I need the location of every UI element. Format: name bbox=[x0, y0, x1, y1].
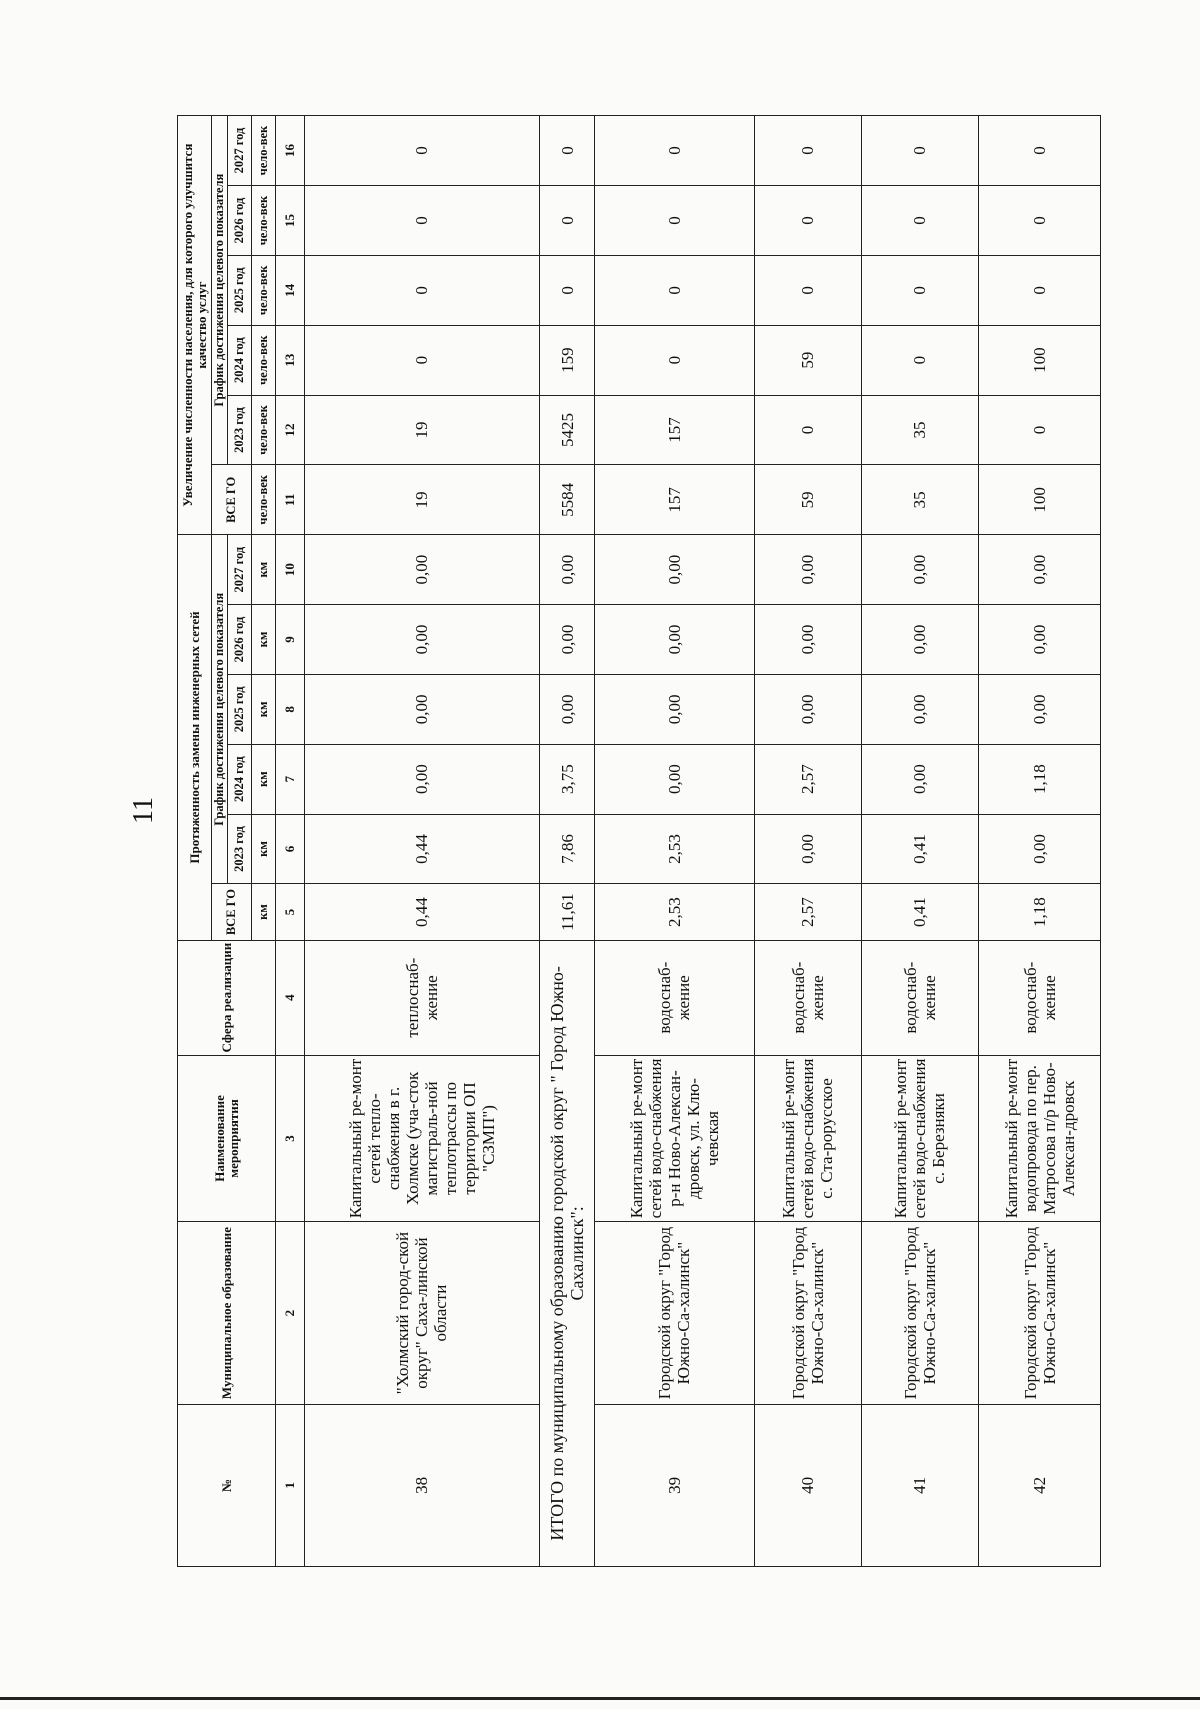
column-number: 16 bbox=[276, 116, 305, 186]
row-people-value: 157 bbox=[594, 395, 754, 465]
row-people-value: 0 bbox=[861, 255, 979, 325]
column-number: 13 bbox=[276, 325, 305, 395]
table-row bbox=[594, 116, 754, 1567]
unit-people: чело-век bbox=[252, 116, 276, 186]
row-people-value: 0 bbox=[861, 186, 979, 256]
total-km-value: 11,61 bbox=[540, 884, 595, 940]
header-people-total: ВСЕ ГО bbox=[212, 465, 252, 535]
row-km-value: 1,18 bbox=[979, 744, 1101, 814]
unit-km: км bbox=[252, 814, 276, 884]
row-people-value: 19 bbox=[304, 465, 540, 535]
row-km-value: 0,41 bbox=[861, 814, 979, 884]
row-measure: Капитальный ре-монт сетей водо-снабжения с. Березняки bbox=[861, 1055, 979, 1222]
unit-people: чело-век bbox=[252, 186, 276, 256]
total-label: ИТОГО по муниципальному образованию городской округ " Город Южно-Сахалинск": bbox=[540, 940, 595, 1566]
header-municipality: Муниципальное образование bbox=[178, 1222, 276, 1404]
header-people-year: 2025 год bbox=[228, 255, 252, 325]
header-km-year: 2024 год bbox=[228, 744, 252, 814]
column-number: 9 bbox=[276, 605, 305, 675]
row-km-value: 0,41 bbox=[861, 884, 979, 940]
column-number-row bbox=[276, 116, 305, 1567]
header-people-year: 2023 год bbox=[228, 395, 252, 465]
row-km-value: 0,00 bbox=[304, 744, 540, 814]
total-people-value: 0 bbox=[540, 186, 595, 256]
row-km-value: 0,00 bbox=[594, 744, 754, 814]
row-people-value: 0 bbox=[304, 116, 540, 186]
row-km-value: 0,44 bbox=[304, 884, 540, 940]
column-number: 7 bbox=[276, 744, 305, 814]
row-municipality: "Холмский город-ской округ" Саха-линской области bbox=[304, 1222, 540, 1404]
row-people-value: 0 bbox=[754, 255, 861, 325]
row-municipality: Городской округ "Город Южно-Са-халинск" bbox=[861, 1222, 979, 1404]
row-people-value: 0 bbox=[979, 395, 1101, 465]
header-length-group: Протяженность замены инженерных сетей bbox=[178, 535, 212, 941]
row-km-value: 0,00 bbox=[594, 535, 754, 605]
row-km-value: 0,00 bbox=[861, 605, 979, 675]
row-people-value: 157 bbox=[594, 465, 754, 535]
table-row bbox=[754, 116, 861, 1567]
row-km-value: 0,00 bbox=[754, 814, 861, 884]
row-sphere: водоснаб-жение bbox=[861, 940, 979, 1055]
header-people-year: 2027 год bbox=[228, 116, 252, 186]
header-people-year: 2026 год bbox=[228, 186, 252, 256]
column-number: 10 bbox=[276, 535, 305, 605]
row-people-value: 0 bbox=[979, 116, 1101, 186]
total-km-value: 0,00 bbox=[540, 535, 595, 605]
column-number: 4 bbox=[276, 940, 305, 1055]
column-number: 3 bbox=[276, 1055, 305, 1222]
row-sphere: водоснаб-жение bbox=[754, 940, 861, 1055]
unit-km: км bbox=[252, 744, 276, 814]
row-people-value: 19 bbox=[304, 395, 540, 465]
row-measure: Капитальный ре-монт сетей тепло-снабжения в г. Холмске (уча-сток магистраль-ной теплотрассы по территории ОП "СЗМП") bbox=[304, 1055, 540, 1222]
header-sphere: Сфера реализации bbox=[178, 940, 276, 1055]
row-km-value: 0,00 bbox=[304, 605, 540, 675]
row-people-value: 0 bbox=[304, 186, 540, 256]
unit-km: км bbox=[252, 674, 276, 744]
table-row bbox=[304, 116, 540, 1567]
row-km-value: 2,53 bbox=[594, 884, 754, 940]
total-row bbox=[540, 116, 595, 1567]
total-people-value: 0 bbox=[540, 255, 595, 325]
header-no: № bbox=[178, 1404, 276, 1566]
column-number: 5 bbox=[276, 884, 305, 940]
header-km-year: 2025 год bbox=[228, 674, 252, 744]
row-people-value: 0 bbox=[861, 116, 979, 186]
row-people-value: 59 bbox=[754, 325, 861, 395]
row-measure: Капитальный ре-монт сетей водо-снабжения с. Ста-рорусское bbox=[754, 1055, 861, 1222]
row-people-value: 35 bbox=[861, 465, 979, 535]
unit-people: чело-век bbox=[252, 325, 276, 395]
column-number: 2 bbox=[276, 1222, 305, 1404]
header-km-schedule: График достижения целевого показателя bbox=[212, 535, 228, 884]
header-km-year: 2026 год bbox=[228, 605, 252, 675]
row-people-value: 0 bbox=[754, 116, 861, 186]
unit-people: чело-век bbox=[252, 255, 276, 325]
row-km-value: 0,00 bbox=[754, 605, 861, 675]
row-km-value: 0,00 bbox=[594, 674, 754, 744]
row-km-value: 1,18 bbox=[979, 884, 1101, 940]
table-row bbox=[861, 116, 979, 1567]
total-km-value: 3,75 bbox=[540, 744, 595, 814]
column-number: 11 bbox=[276, 465, 305, 535]
unit-km: км bbox=[252, 535, 276, 605]
scan-edge-line bbox=[0, 1697, 1200, 1700]
row-people-value: 0 bbox=[594, 116, 754, 186]
table-container bbox=[177, 115, 1101, 1567]
row-no: 39 bbox=[594, 1404, 754, 1566]
row-km-value: 0,00 bbox=[754, 674, 861, 744]
row-sphere: теплоснаб-жение bbox=[304, 940, 540, 1055]
row-people-value: 0 bbox=[754, 186, 861, 256]
row-no: 40 bbox=[754, 1404, 861, 1566]
column-number: 1 bbox=[276, 1404, 305, 1566]
row-people-value: 59 bbox=[754, 465, 861, 535]
row-people-value: 100 bbox=[979, 325, 1101, 395]
total-km-value: 0,00 bbox=[540, 674, 595, 744]
column-number: 15 bbox=[276, 186, 305, 256]
unit-km: км bbox=[252, 605, 276, 675]
row-km-value: 0,00 bbox=[979, 535, 1101, 605]
header-km-year: 2023 год bbox=[228, 814, 252, 884]
total-people-value: 159 bbox=[540, 325, 595, 395]
row-people-value: 35 bbox=[861, 395, 979, 465]
row-km-value: 0,00 bbox=[861, 744, 979, 814]
unit-people: чело-век bbox=[252, 395, 276, 465]
total-km-value: 0,00 bbox=[540, 605, 595, 675]
row-km-value: 0,00 bbox=[304, 674, 540, 744]
row-sphere: водоснаб-жение bbox=[979, 940, 1101, 1055]
column-number: 12 bbox=[276, 395, 305, 465]
row-people-value: 0 bbox=[594, 255, 754, 325]
row-people-value: 0 bbox=[754, 395, 861, 465]
row-people-value: 0 bbox=[594, 325, 754, 395]
row-municipality: Городской округ "Город Южно-Са-халинск" bbox=[594, 1222, 754, 1404]
row-km-value: 0,00 bbox=[979, 674, 1101, 744]
total-people-value: 5425 bbox=[540, 395, 595, 465]
row-people-value: 0 bbox=[594, 186, 754, 256]
row-no: 42 bbox=[979, 1404, 1101, 1566]
row-people-value: 0 bbox=[304, 325, 540, 395]
row-km-value: 0,00 bbox=[979, 814, 1101, 884]
row-municipality: Городской округ "Город Южно-Са-халинск" bbox=[979, 1222, 1101, 1404]
row-measure: Капитальный ре-монт водопровода по пер. Матросова п/р Ново-Алексан-дровск bbox=[979, 1055, 1101, 1222]
column-number: 14 bbox=[276, 255, 305, 325]
row-people-value: 0 bbox=[979, 255, 1101, 325]
row-km-value: 0,00 bbox=[979, 605, 1101, 675]
row-km-value: 0,00 bbox=[754, 535, 861, 605]
total-km-value: 7,86 bbox=[540, 814, 595, 884]
row-sphere: водоснаб-жение bbox=[594, 940, 754, 1055]
row-km-value: 2,57 bbox=[754, 744, 861, 814]
measures-table bbox=[177, 115, 1101, 1567]
header-people-schedule: График достижения целевого показателя bbox=[212, 116, 228, 465]
row-km-value: 0,00 bbox=[861, 674, 979, 744]
row-km-value: 0,44 bbox=[304, 814, 540, 884]
row-km-value: 0,00 bbox=[594, 605, 754, 675]
unit-km: км bbox=[252, 884, 276, 940]
total-people-value: 0 bbox=[540, 116, 595, 186]
page-number: 11 bbox=[128, 797, 159, 824]
row-km-value: 2,57 bbox=[754, 884, 861, 940]
row-people-value: 0 bbox=[304, 255, 540, 325]
header-population-group: Увеличение численности населения, для которого улучшится качество услуг bbox=[178, 116, 212, 535]
row-km-value: 2,53 bbox=[594, 814, 754, 884]
row-no: 41 bbox=[861, 1404, 979, 1566]
column-number: 6 bbox=[276, 814, 305, 884]
row-no: 38 bbox=[304, 1404, 540, 1566]
total-people-value: 5584 bbox=[540, 465, 595, 535]
unit-people: чело-век bbox=[252, 465, 276, 535]
row-measure: Капитальный ре-монт сетей водо-снабжения р-н Ново-Алексан-дровск, ул. Клю-чевская bbox=[594, 1055, 754, 1222]
row-people-value: 100 bbox=[979, 465, 1101, 535]
row-people-value: 0 bbox=[861, 325, 979, 395]
header-measure-name: Наименование мероприятия bbox=[178, 1055, 276, 1222]
header-km-year: 2027 год bbox=[228, 535, 252, 605]
header-km-total: ВСЕ ГО bbox=[212, 884, 252, 940]
row-km-value: 0,00 bbox=[304, 535, 540, 605]
header-people-year: 2024 год bbox=[228, 325, 252, 395]
row-people-value: 0 bbox=[979, 186, 1101, 256]
column-number: 8 bbox=[276, 674, 305, 744]
row-municipality: Городской округ "Город Южно-Са-халинск" bbox=[754, 1222, 861, 1404]
table-row bbox=[979, 116, 1101, 1567]
row-km-value: 0,00 bbox=[861, 535, 979, 605]
